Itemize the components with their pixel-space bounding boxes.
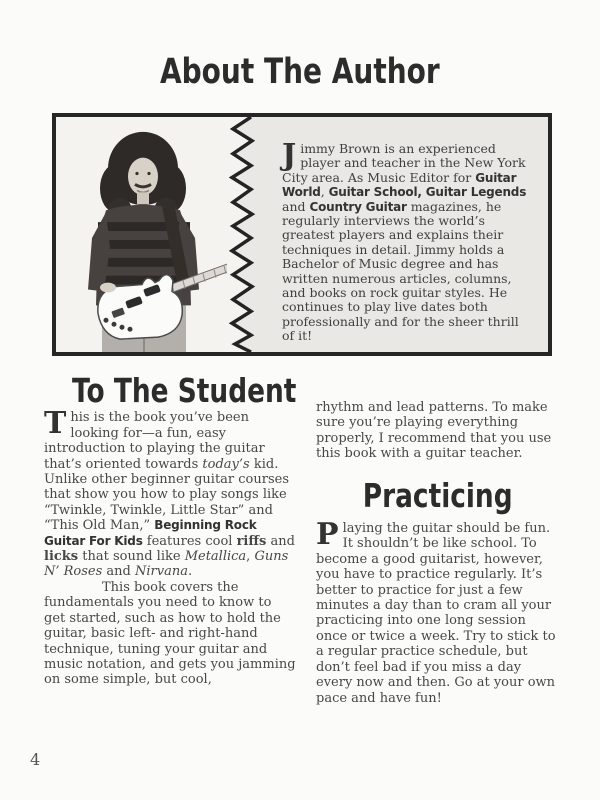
- student-paragraph-1-text: his is the book you’ve been looking for—a fun, easy introduction to playing the guitar that’s oriented towards today’s kid. Unlike other beginner guitar courses that show you how to play songs like “Twinkle, Twinkle, Little Star” and “This Old Man,” Beginning Rock Guitar For Kids features cool riffs and licks that sound like Metallica, Guns N’ Roses and Nirvana.: [44, 410, 295, 580]
- student-paragraph-2-text: This book covers the fundamentals you need to know to get started, such as how to hold the guitar, basic left- and right-hand technique, tuning your guitar and music notation, and gets you jamming on some simple, but cool,: [44, 579, 296, 688]
- heading-to-the-student: [44, 371, 297, 410]
- heading-practicing: [316, 475, 560, 515]
- torn-edge-zigzag: [227, 117, 259, 352]
- page-title-text: About The Author: [160, 52, 440, 92]
- student-paragraph-continued-text: rhythm and lead patterns. To make sure you’re playing everything properly, I recommend that you use this book with a guitar teacher.: [316, 400, 552, 462]
- section-practicing: [316, 383, 560, 706]
- bio-dropcap: J: [282, 138, 297, 173]
- practicing-paragraph: [316, 517, 560, 706]
- page-title: [0, 52, 600, 92]
- bio-text: immy Brown is an experienced player and teacher in the New York City area. As Music Editor for Guitar World, Guitar School, Guitar Legends and Country Guitar magazines, he regularly interviews the world’s greatest players and explains their techniques in detail. Jimmy holds a Bachelor of Music degree and has written numerous articles, columns, and books on rock guitar styles. He continues to play live dates both professionally and for the sheer thrill of it!: [282, 141, 527, 344]
- torn-edge-divider: [227, 117, 259, 352]
- practicing-dropcap: P: [316, 517, 339, 553]
- page-number: 4: [30, 750, 41, 769]
- student-paragraph-continued: [316, 400, 560, 462]
- author-photo-illustration: [56, 117, 228, 352]
- heading-practicing-text: Practicing: [363, 475, 513, 515]
- author-photo: [56, 117, 228, 352]
- author-bio: [258, 117, 548, 352]
- heading-to-the-student-text: To The Student: [72, 371, 297, 410]
- two-column-body: [44, 371, 560, 706]
- section-to-the-student: [44, 371, 297, 706]
- author-box: [52, 113, 552, 356]
- student-paragraph-2: [44, 580, 296, 688]
- student-paragraph-1: [44, 406, 296, 580]
- student-dropcap: T: [44, 406, 67, 442]
- practicing-paragraph-text: laying the guitar should be fun. It shouldn’t be like school. To become a good guitarist, however, you have to practice regularly. It’s better to practice for just a few minutes a day than to cram all your practicing into one long session once or twice a week. Try to stick to a regular practice schedule, but don’t feel bad if you miss a day every now and then. Go at your own pace and have fun!: [316, 521, 556, 706]
